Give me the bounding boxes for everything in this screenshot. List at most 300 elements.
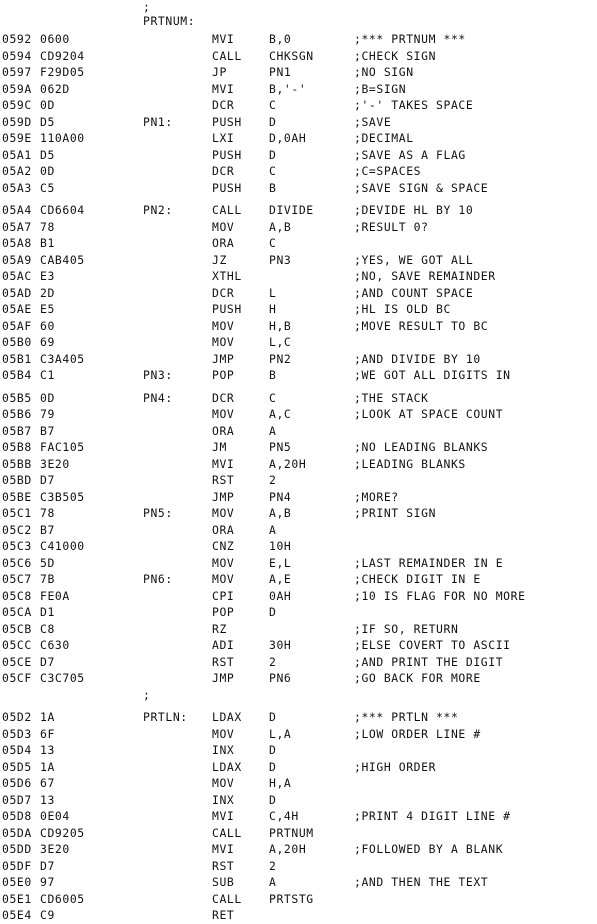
line-comment: ;NO, SAVE REMAINDER	[354, 269, 496, 283]
line-comment: ;PRINT SIGN	[354, 506, 437, 520]
line-label: PN6:	[143, 572, 173, 586]
line-machine-code: 110A00	[40, 131, 85, 145]
code-line	[0, 875, 597, 891]
code-line	[0, 98, 597, 114]
line-address: 05A4	[2, 203, 32, 217]
code-line	[0, 286, 597, 302]
code-line	[0, 523, 597, 539]
line-address: 05BE	[2, 490, 32, 504]
line-operand: A	[269, 424, 277, 438]
line-operand: PN1	[269, 65, 292, 79]
line-operand: PRTSTG	[269, 892, 314, 906]
line-address: 05D3	[2, 727, 32, 741]
line-machine-code: CD6005	[40, 892, 85, 906]
line-opcode: RZ	[212, 622, 227, 636]
line-operand: 10H	[269, 539, 292, 553]
line-opcode: CALL	[212, 203, 242, 217]
line-machine-code: CD9204	[40, 49, 85, 63]
line-operand: 2	[269, 859, 277, 873]
line-operand: PN3	[269, 253, 292, 267]
line-opcode: RST	[212, 859, 235, 873]
line-machine-code: FE0A	[40, 589, 70, 603]
line-address: 05AE	[2, 302, 32, 316]
code-line	[0, 710, 597, 726]
line-opcode: JMP	[212, 352, 235, 366]
line-operand: CHKSGN	[269, 49, 314, 63]
line-machine-code: E5	[40, 302, 55, 316]
line-operand: A,20H	[269, 842, 307, 856]
line-operand: PRTNUM	[269, 826, 314, 840]
line-address: 0592	[2, 32, 32, 46]
line-opcode: JZ	[212, 253, 227, 267]
line-opcode: MOV	[212, 407, 235, 421]
line-operand: DIVIDE	[269, 203, 314, 217]
line-address: 05DA	[2, 826, 32, 840]
line-machine-code: C1	[40, 368, 55, 382]
line-opcode: ORA	[212, 523, 235, 537]
line-address: 05C2	[2, 523, 32, 537]
line-address: 05D5	[2, 760, 32, 774]
code-line	[0, 220, 597, 236]
code-line	[0, 32, 597, 48]
line-operand: D	[269, 793, 277, 807]
code-line	[0, 655, 597, 671]
line-operand: PN5	[269, 440, 292, 454]
code-line	[0, 859, 597, 875]
line-label: PN1:	[143, 115, 173, 129]
code-line	[0, 539, 597, 555]
line-machine-code: C3A405	[40, 352, 85, 366]
code-line	[0, 743, 597, 759]
line-machine-code: D1	[40, 605, 55, 619]
line-comment: ;HIGH ORDER	[354, 760, 437, 774]
line-address: 05DF	[2, 859, 32, 873]
line-comment: ;NO SIGN	[354, 65, 414, 79]
line-machine-code: E3	[40, 269, 55, 283]
line-machine-code: D5	[40, 115, 55, 129]
line-comment: ;LEADING BLANKS	[354, 457, 466, 471]
line-address: 05E4	[2, 908, 32, 922]
code-line	[0, 440, 597, 456]
line-comment: ;WE GOT ALL DIGITS IN	[354, 368, 511, 382]
line-opcode: MOV	[212, 727, 235, 741]
code-line	[0, 203, 597, 219]
line-opcode: MOV	[212, 506, 235, 520]
code-line	[0, 506, 597, 522]
line-address: 05A1	[2, 148, 32, 162]
line-address: 05D2	[2, 710, 32, 724]
line-address: 05CE	[2, 655, 32, 669]
line-comment: ;THE STACK	[354, 391, 429, 405]
line-opcode: INX	[212, 743, 235, 757]
line-machine-code: D5	[40, 148, 55, 162]
code-line	[0, 605, 597, 621]
line-comment: ;ELSE COVERT TO ASCII	[354, 638, 511, 652]
line-machine-code: 79	[40, 407, 55, 421]
line-comment: ;NO LEADING BLANKS	[354, 440, 489, 454]
line-opcode: DCR	[212, 98, 235, 112]
line-address: 0594	[2, 49, 32, 63]
line-operand: L,A	[269, 727, 292, 741]
code-line	[0, 842, 597, 858]
line-opcode: MOV	[212, 556, 235, 570]
line-operand: L	[269, 286, 277, 300]
line-opcode: ORA	[212, 424, 235, 438]
line-operand: H,B	[269, 319, 292, 333]
line-machine-code: B7	[40, 424, 55, 438]
line-opcode: POP	[212, 368, 235, 382]
code-line	[0, 589, 597, 605]
line-machine-code: 6F	[40, 727, 55, 741]
line-comment: ;'-' TAKES SPACE	[354, 98, 474, 112]
line-comment: ;LAST REMAINDER IN E	[354, 556, 504, 570]
line-opcode: MOV	[212, 335, 235, 349]
line-opcode: MOV	[212, 572, 235, 586]
line-operand: D	[269, 710, 277, 724]
line-machine-code: C9	[40, 908, 55, 922]
line-machine-code: CD9205	[40, 826, 85, 840]
line-machine-code: 67	[40, 776, 55, 790]
line-comment: ;MORE?	[354, 490, 399, 504]
line-operand: C	[269, 391, 277, 405]
line-address: 05B6	[2, 407, 32, 421]
line-opcode: DCR	[212, 391, 235, 405]
code-line	[0, 457, 597, 473]
line-opcode: DCR	[212, 164, 235, 178]
line-opcode: LXI	[212, 131, 235, 145]
line-comment: ;GO BACK FOR MORE	[354, 671, 481, 685]
line-operand: L,C	[269, 335, 292, 349]
line-opcode: MOV	[212, 776, 235, 790]
line-opcode: CALL	[212, 892, 242, 906]
line-address: 059D	[2, 115, 32, 129]
line-machine-code: 60	[40, 319, 55, 333]
routine-title-line	[0, 14, 597, 30]
line-address: 0597	[2, 65, 32, 79]
line-comment: ;MOVE RESULT TO BC	[354, 319, 489, 333]
line-machine-code: C8	[40, 622, 55, 636]
line-comment: ;SAVE AS A FLAG	[354, 148, 466, 162]
line-operand: 2	[269, 473, 277, 487]
line-operand: H	[269, 302, 277, 316]
line-operand: D	[269, 148, 277, 162]
code-line	[0, 908, 597, 924]
code-line	[0, 638, 597, 654]
line-machine-code: 0D	[40, 391, 55, 405]
line-operand: C,4H	[269, 809, 299, 823]
line-label: PN3:	[143, 368, 173, 382]
line-address: 05C3	[2, 539, 32, 553]
line-comment: ;YES, WE GOT ALL	[354, 253, 474, 267]
line-comment: ;AND COUNT SPACE	[354, 286, 474, 300]
code-line	[0, 319, 597, 335]
line-comment: ;LOW ORDER LINE #	[354, 727, 481, 741]
code-line	[0, 49, 597, 65]
line-comment: ;SAVE SIGN & SPACE	[354, 181, 489, 195]
line-machine-code: C3C705	[40, 671, 85, 685]
line-opcode: INX	[212, 793, 235, 807]
line-machine-code: D7	[40, 859, 55, 873]
line-opcode: JP	[212, 65, 227, 79]
line-comment: ;LOOK AT SPACE COUNT	[354, 407, 504, 421]
line-machine-code: B1	[40, 236, 55, 250]
line-machine-code: C41000	[40, 539, 85, 553]
code-line	[0, 82, 597, 98]
line-operand: 2	[269, 655, 277, 669]
header-semicolon: ;	[143, 0, 151, 14]
code-line	[0, 572, 597, 588]
line-operand: A	[269, 875, 277, 889]
line-machine-code: B7	[40, 523, 55, 537]
code-line	[0, 148, 597, 164]
line-machine-code: 5D	[40, 556, 55, 570]
code-line	[0, 622, 597, 638]
line-opcode: CALL	[212, 49, 242, 63]
line-machine-code: 13	[40, 793, 55, 807]
line-opcode: RST	[212, 655, 235, 669]
code-line	[0, 727, 597, 743]
line-operand: B	[269, 368, 277, 382]
line-address: 05A9	[2, 253, 32, 267]
line-machine-code: 0D	[40, 164, 55, 178]
line-machine-code: 0D	[40, 98, 55, 112]
line-opcode: MVI	[212, 842, 235, 856]
code-line	[0, 164, 597, 180]
line-operand: H,A	[269, 776, 292, 790]
line-opcode: RET	[212, 908, 235, 922]
line-address: 05A3	[2, 181, 32, 195]
line-comment: ;CHECK SIGN	[354, 49, 437, 63]
line-operand: PN2	[269, 352, 292, 366]
routine-title: PRTNUM:	[143, 14, 196, 28]
line-opcode: DCR	[212, 286, 235, 300]
line-address: 05AD	[2, 286, 32, 300]
code-line	[0, 556, 597, 572]
line-comment: ;B=SIGN	[354, 82, 407, 96]
line-machine-code: C5	[40, 181, 55, 195]
code-line	[0, 115, 597, 131]
code-line	[0, 269, 597, 285]
line-operand: PN4	[269, 490, 292, 504]
line-label: PN5:	[143, 506, 173, 520]
line-machine-code: 2D	[40, 286, 55, 300]
line-comment: ;SAVE	[354, 115, 392, 129]
line-opcode: CNZ	[212, 539, 235, 553]
line-comment: ;DEVIDE HL BY 10	[354, 203, 474, 217]
line-address: 05D8	[2, 809, 32, 823]
line-machine-code: D7	[40, 655, 55, 669]
code-line	[0, 253, 597, 269]
line-address: 05AC	[2, 269, 32, 283]
line-opcode: JMP	[212, 671, 235, 685]
line-comment: ;*** PRTNUM ***	[354, 32, 466, 46]
line-opcode: PUSH	[212, 148, 242, 162]
line-opcode: MVI	[212, 32, 235, 46]
line-address: 05B8	[2, 440, 32, 454]
line-address: 05B5	[2, 391, 32, 405]
line-comment: ;HL IS OLD BC	[354, 302, 451, 316]
line-comment: ;PRINT 4 DIGIT LINE #	[354, 809, 511, 823]
code-line	[0, 391, 597, 407]
line-address: 05BB	[2, 457, 32, 471]
code-line	[0, 809, 597, 825]
code-line	[0, 424, 597, 440]
line-opcode: LDAX	[212, 760, 242, 774]
line-opcode: POP	[212, 605, 235, 619]
code-line	[0, 793, 597, 809]
separator-semicolon: ;	[143, 688, 151, 702]
line-machine-code: 13	[40, 743, 55, 757]
line-machine-code: 69	[40, 335, 55, 349]
line-operand: 0AH	[269, 589, 292, 603]
line-opcode: LDAX	[212, 710, 242, 724]
line-address: 05C8	[2, 589, 32, 603]
line-address: 059C	[2, 98, 32, 112]
code-line	[0, 407, 597, 423]
line-opcode: CPI	[212, 589, 235, 603]
code-line	[0, 473, 597, 489]
line-machine-code: C630	[40, 638, 70, 652]
line-address: 05CA	[2, 605, 32, 619]
line-opcode: XTHL	[212, 269, 242, 283]
line-address: 05B0	[2, 335, 32, 349]
line-comment: ;C=SPACES	[354, 164, 422, 178]
line-machine-code: 062D	[40, 82, 70, 96]
line-opcode: JMP	[212, 490, 235, 504]
line-operand: A,20H	[269, 457, 307, 471]
line-comment: ;AND THEN THE TEXT	[354, 875, 489, 889]
line-operand: B,'-'	[269, 82, 307, 96]
line-operand: PN6	[269, 671, 292, 685]
line-address: 05C7	[2, 572, 32, 586]
line-operand: B	[269, 181, 277, 195]
line-label: PN4:	[143, 391, 173, 405]
line-address: 05CF	[2, 671, 32, 685]
line-machine-code: 1A	[40, 760, 55, 774]
line-comment: ;CHECK DIGIT IN E	[354, 572, 481, 586]
line-opcode: PUSH	[212, 181, 242, 195]
line-operand: A,E	[269, 572, 292, 586]
line-address: 05A8	[2, 236, 32, 250]
line-address: 05A7	[2, 220, 32, 234]
line-address: 05A2	[2, 164, 32, 178]
line-operand: A,B	[269, 506, 292, 520]
code-line	[0, 892, 597, 908]
separator-line	[0, 688, 597, 704]
line-machine-code: 78	[40, 220, 55, 234]
line-opcode: PUSH	[212, 302, 242, 316]
line-opcode: MOV	[212, 319, 235, 333]
code-line	[0, 352, 597, 368]
line-opcode: JM	[212, 440, 227, 454]
line-operand: D	[269, 605, 277, 619]
line-address: 05D6	[2, 776, 32, 790]
line-machine-code: 1A	[40, 710, 55, 724]
line-machine-code: 0600	[40, 32, 70, 46]
line-operand: D,0AH	[269, 131, 307, 145]
line-opcode: MVI	[212, 82, 235, 96]
line-operand: C	[269, 236, 277, 250]
line-address: 05E0	[2, 875, 32, 889]
line-machine-code: C3B505	[40, 490, 85, 504]
line-address: 05AF	[2, 319, 32, 333]
line-machine-code: 3E20	[40, 842, 70, 856]
line-address: 059A	[2, 82, 32, 96]
code-line	[0, 302, 597, 318]
line-operand: 30H	[269, 638, 292, 652]
line-opcode: PUSH	[212, 115, 242, 129]
line-machine-code: 97	[40, 875, 55, 889]
line-comment: ;AND PRINT THE DIGIT	[354, 655, 504, 669]
line-address: 05DD	[2, 842, 32, 856]
line-comment: ;*** PRTLN ***	[354, 710, 459, 724]
line-label: PRTLN:	[143, 710, 188, 724]
line-opcode: CALL	[212, 826, 242, 840]
code-line	[0, 760, 597, 776]
line-opcode: MVI	[212, 457, 235, 471]
line-opcode: SUB	[212, 875, 235, 889]
line-machine-code: 3E20	[40, 457, 70, 471]
line-operand: C	[269, 98, 277, 112]
line-comment: ;FOLLOWED BY A BLANK	[354, 842, 504, 856]
line-opcode: MVI	[212, 809, 235, 823]
line-operand: D	[269, 760, 277, 774]
line-operand: C	[269, 164, 277, 178]
line-operand: A,C	[269, 407, 292, 421]
line-address: 05B7	[2, 424, 32, 438]
line-machine-code: CAB405	[40, 253, 85, 267]
line-address: 05B1	[2, 352, 32, 366]
code-line	[0, 368, 597, 384]
line-address: 05CC	[2, 638, 32, 652]
line-address: 05B4	[2, 368, 32, 382]
line-opcode: MOV	[212, 220, 235, 234]
line-machine-code: 0E04	[40, 809, 70, 823]
line-machine-code: FAC105	[40, 440, 85, 454]
line-machine-code: D7	[40, 473, 55, 487]
line-opcode: ORA	[212, 236, 235, 250]
line-operand: A	[269, 523, 277, 537]
code-line	[0, 335, 597, 351]
line-opcode: ADI	[212, 638, 235, 652]
line-address: 05D7	[2, 793, 32, 807]
line-operand: B,0	[269, 32, 292, 46]
code-line	[0, 826, 597, 842]
line-opcode: RST	[212, 473, 235, 487]
line-machine-code: 78	[40, 506, 55, 520]
code-line	[0, 236, 597, 252]
line-comment: ;IF SO, RETURN	[354, 622, 459, 636]
code-line	[0, 671, 597, 687]
line-comment: ;10 IS FLAG FOR NO MORE	[354, 589, 526, 603]
code-line	[0, 181, 597, 197]
line-address: 05D4	[2, 743, 32, 757]
line-operand: A,B	[269, 220, 292, 234]
line-comment: ;AND DIVIDE BY 10	[354, 352, 481, 366]
code-line	[0, 65, 597, 81]
line-machine-code: F29D05	[40, 65, 85, 79]
line-operand: D	[269, 115, 277, 129]
line-comment: ;RESULT 0?	[354, 220, 429, 234]
code-line	[0, 131, 597, 147]
code-line	[0, 776, 597, 792]
code-line	[0, 490, 597, 506]
line-address: 05E1	[2, 892, 32, 906]
line-address: 05C6	[2, 556, 32, 570]
line-label: PN2:	[143, 203, 173, 217]
line-operand: D	[269, 743, 277, 757]
line-address: 05BD	[2, 473, 32, 487]
